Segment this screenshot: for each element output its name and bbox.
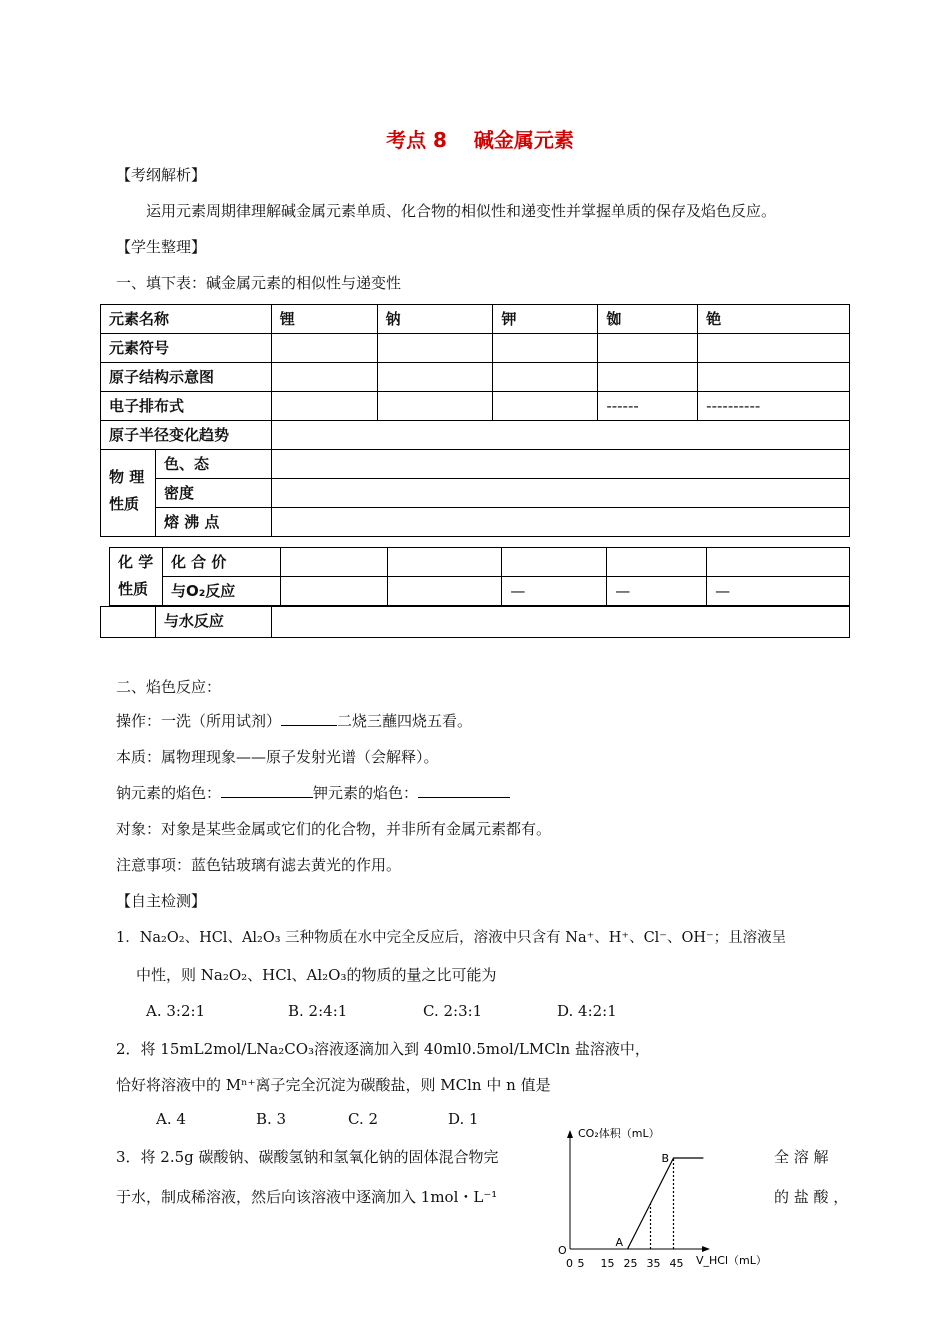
table-cell[interactable]	[493, 392, 598, 421]
table-cell[interactable]	[707, 548, 850, 577]
row-label-mp: 熔 沸 点	[155, 508, 271, 537]
row-label-water: 与水反应	[155, 607, 271, 638]
table-cell[interactable]	[271, 607, 849, 638]
q3-line2: 于水，制成稀溶液，然后向该溶液中逐滴加入 1mol・L⁻¹	[116, 1188, 498, 1206]
alkali-metal-table	[100, 304, 850, 537]
table-cell[interactable]	[598, 334, 698, 363]
row-label-color: 色、态	[155, 450, 271, 479]
x-tick-label: 35	[646, 1257, 661, 1270]
dash-cell-cs: ----------	[698, 392, 850, 421]
q1-option-b[interactable]: B. 2:4:1	[288, 1002, 348, 1020]
header-cs: 铯	[698, 305, 850, 334]
table-cell[interactable]	[271, 392, 377, 421]
header-li: 锂	[271, 305, 377, 334]
table-row	[101, 334, 850, 363]
x-tick-label: 15	[600, 1257, 615, 1270]
dash-cell-cs: —	[707, 577, 850, 606]
op-suffix: 二烧三蘸四烧五看。	[337, 712, 473, 730]
physical-label-line1: 物 理	[109, 468, 145, 486]
reagent-blank[interactable]	[281, 725, 337, 726]
q3-line2-right: 的 盐 酸 ，	[774, 1188, 849, 1206]
table-cell[interactable]	[698, 334, 850, 363]
table-row	[101, 479, 850, 508]
q2-option-d[interactable]: D. 1	[448, 1110, 479, 1128]
flame-object: 对象：对象是某些金属或它们的化合物，并非所有金属元素都有。	[116, 820, 552, 838]
table-cell[interactable]	[280, 548, 387, 577]
table-cell[interactable]	[387, 548, 502, 577]
dash-cell-rb: —	[607, 577, 707, 606]
table-cell[interactable]	[377, 334, 493, 363]
q2-option-a[interactable]: A. 4	[156, 1110, 186, 1128]
table-cell[interactable]	[502, 548, 607, 577]
co2-volume-chart	[550, 1124, 770, 1274]
self-check-heading: 【自主检测】	[116, 892, 207, 910]
q2-option-b[interactable]: B. 3	[256, 1110, 287, 1128]
x-axis-arrow	[702, 1246, 710, 1252]
x-axis-label: V_HCl（mL）	[696, 1254, 767, 1267]
origin-label: O	[558, 1244, 567, 1257]
flame-heading: 二、焰色反应：	[116, 678, 222, 696]
table-cell[interactable]	[607, 548, 707, 577]
table-cell[interactable]	[377, 392, 493, 421]
series-line	[628, 1158, 704, 1249]
table-cell[interactable]	[271, 421, 849, 450]
chemical-label-line2: 性质	[118, 580, 149, 598]
table-cell[interactable]	[271, 334, 377, 363]
table-cell[interactable]	[271, 450, 849, 479]
q1-option-d[interactable]: D. 4:2:1	[557, 1002, 617, 1020]
section-heading-student: 【学生整理】	[116, 238, 207, 256]
chemical-property-label	[110, 548, 163, 606]
header-k: 钾	[493, 305, 598, 334]
row-label-symbol: 元素符号	[101, 334, 272, 363]
header-rb: 铷	[598, 305, 698, 334]
syllabus-text: 运用元素周期律理解碱金属元素单质、化合物的相似性和递变性并掌握单质的保存及焰色反应。	[146, 202, 777, 220]
q2-options	[156, 1110, 479, 1128]
op-prefix: 操作：一洗（所用试剂）	[116, 712, 282, 730]
q2-line1: 2．将 15mL2mol/LNa₂CO₃溶液逐滴加入到 40ml0.5mol/LMCln 盐溶液中，	[116, 1040, 650, 1058]
page-title: 考点 8 碱金属元素	[386, 128, 574, 152]
chemical-property-table	[109, 547, 850, 606]
row-label-structure: 原子结构示意图	[101, 363, 272, 392]
row-label-o2: 与O₂反应	[162, 577, 280, 606]
point-label: B	[661, 1152, 670, 1165]
row-label-valence: 化 合 价	[162, 548, 280, 577]
section-heading-syllabus: 【考纲解析】	[116, 166, 207, 184]
table-cell[interactable]	[271, 363, 377, 392]
q3-line1: 3．将 2.5g 碳酸钠、碳酸氢钠和氢氧化钠的固体混合物完	[116, 1148, 499, 1166]
q2-option-c[interactable]: C. 2	[348, 1110, 379, 1128]
header-na: 钠	[377, 305, 493, 334]
table-row	[101, 450, 850, 479]
table-cell[interactable]	[271, 479, 849, 508]
table-cell[interactable]	[493, 334, 598, 363]
table-row	[110, 548, 850, 577]
table-row	[101, 305, 850, 334]
header-element-name: 元素名称	[101, 305, 272, 334]
q1-line2: 中性，则 Na₂O₂、HCl、Al₂O₃的物质的量之比可能为	[136, 966, 497, 984]
q1-options	[146, 1002, 617, 1020]
table-intro: 一、填下表：碱金属元素的相似性与递变性	[116, 274, 402, 292]
flame-colors	[116, 782, 510, 803]
table-row	[101, 421, 850, 450]
q2-line2: 恰好将溶液中的 Mⁿ⁺离子完全沉淀为碳酸盐，则 MCln 中 n 值是	[116, 1076, 551, 1094]
table-row	[101, 392, 850, 421]
flame-essence: 本质：属物理现象——原子发射光谱（会解释）。	[116, 748, 439, 766]
flame-operation	[116, 710, 472, 731]
row-label-radius: 原子半径变化趋势	[101, 421, 272, 450]
table-row	[110, 577, 850, 606]
x-tick-label: 45	[669, 1257, 684, 1270]
na-color-blank[interactable]	[221, 797, 313, 798]
x-tick-label: 0	[566, 1257, 573, 1270]
q1-option-a[interactable]: A. 3:2:1	[146, 1002, 206, 1020]
table-cell[interactable]	[280, 577, 387, 606]
dash-cell-k: —	[502, 577, 607, 606]
table-row	[101, 363, 850, 392]
q1-line1: 1．Na₂O₂、HCl、Al₂O₃ 三种物质在水中完全反应后，溶液中只含有 Na⁺、H⁺、Cl⁻、OH⁻；且溶液呈	[116, 930, 787, 946]
na-label: 钠元素的焰色：	[116, 784, 222, 802]
y-axis-arrow	[567, 1130, 573, 1138]
k-label: 钾元素的焰色：	[313, 784, 419, 802]
table-cell[interactable]	[493, 363, 598, 392]
table-cell[interactable]	[598, 363, 698, 392]
q1-option-c[interactable]: C. 2:3:1	[423, 1002, 483, 1020]
physical-property-label	[101, 450, 156, 537]
row-label-density: 密度	[155, 479, 271, 508]
y-axis-label: CO₂体积（mL）	[578, 1127, 660, 1140]
table-cell[interactable]	[377, 363, 493, 392]
dash-cell-rb: ------	[598, 392, 698, 421]
chart-marks	[566, 1152, 703, 1270]
point-label: A	[615, 1236, 624, 1249]
k-color-blank[interactable]	[418, 797, 510, 798]
water-reaction-table	[100, 606, 850, 638]
table-row	[101, 508, 850, 537]
physical-label-line2: 性质	[109, 495, 140, 513]
chemical-label-line1: 化 学	[118, 553, 154, 571]
table-cell	[101, 607, 156, 638]
x-tick-label: 5	[577, 1257, 585, 1270]
row-label-config: 电子排布式	[101, 392, 272, 421]
flame-note: 注意事项：蓝色钴玻璃有滤去黄光的作用。	[116, 856, 402, 874]
table-cell[interactable]	[271, 508, 849, 537]
table-cell[interactable]	[698, 363, 850, 392]
table-row	[101, 607, 850, 638]
x-tick-label: 25	[623, 1257, 638, 1270]
table-cell[interactable]	[387, 577, 502, 606]
q3-line1-right: 全 溶 解	[774, 1148, 829, 1166]
